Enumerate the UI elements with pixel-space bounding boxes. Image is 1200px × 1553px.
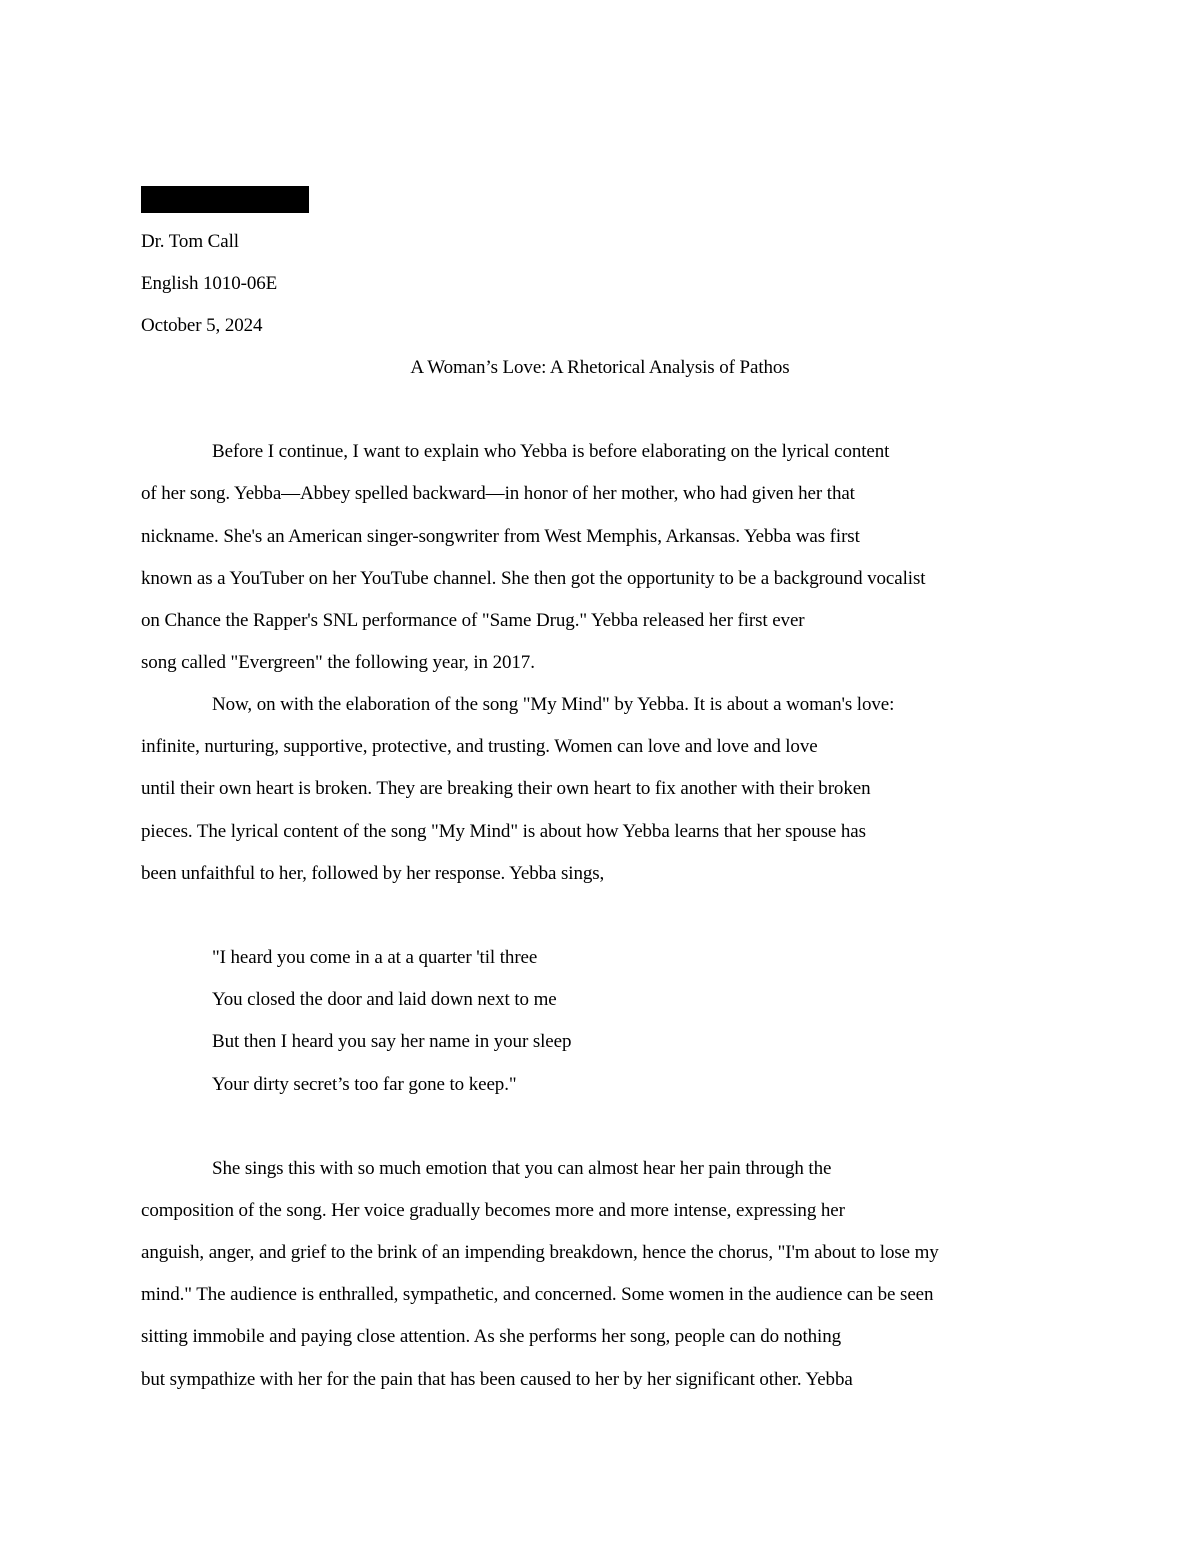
body-line: Now, on with the elaboration of the song "My Mind" by Yebba. It is about a woman's love: — [212, 694, 895, 715]
body-line: anguish, anger, and grief to the brink of an impending breakdown, hence the chorus, "I'm about to lose my — [141, 1242, 939, 1263]
date-line: October 5, 2024 — [141, 315, 263, 336]
body-line: nickname. She's an American singer-songwriter from West Memphis, Arkansas. Yebba was first — [141, 526, 860, 547]
quote-line: You closed the door and laid down next to me — [212, 989, 557, 1010]
body-line: been unfaithful to her, followed by her response. Yebba sings, — [141, 863, 605, 884]
body-line: until their own heart is broken. They are breaking their own heart to fix another with their broken — [141, 778, 871, 799]
instructor-line: Dr. Tom Call — [141, 231, 239, 252]
body-line: mind." The audience is enthralled, sympathetic, and concerned. Some women in the audience can be seen — [141, 1284, 934, 1305]
body-line: composition of the song. Her voice gradually becomes more and more intense, expressing her — [141, 1200, 845, 1221]
body-line: song called "Evergreen" the following year, in 2017. — [141, 652, 535, 673]
quote-line: But then I heard you say her name in your sleep — [212, 1031, 572, 1052]
body-line: Before I continue, I want to explain who Yebba is before elaborating on the lyrical content — [212, 441, 890, 462]
essay-title: A Woman’s Love: A Rhetorical Analysis of Pathos — [410, 357, 790, 378]
author-name-redaction — [141, 186, 309, 213]
body-line: known as a YouTuber on her YouTube channel. She then got the opportunity to be a background vocalist — [141, 568, 926, 589]
body-line: sitting immobile and paying close attention. As she performs her song, people can do nothing — [141, 1326, 842, 1347]
body-line: pieces. The lyrical content of the song "My Mind" is about how Yebba learns that her spouse has — [141, 821, 866, 842]
quote-line: Your dirty secret’s too far gone to keep." — [212, 1074, 517, 1095]
body-line: on Chance the Rapper's SNL performance of "Same Drug." Yebba released her first ever — [141, 610, 805, 631]
body-line: of her song. Yebba—Abbey spelled backward—in honor of her mother, who had given her that — [141, 483, 855, 504]
course-line: English 1010-06E — [141, 273, 278, 294]
body-line: infinite, nurturing, supportive, protective, and trusting. Women can love and love and love — [141, 736, 818, 757]
body-line: but sympathize with her for the pain that has been caused to her by her significant other. Yebba — [141, 1369, 853, 1390]
quote-line: "I heard you come in a at a quarter 'til three — [212, 947, 538, 968]
body-line: She sings this with so much emotion that you can almost hear her pain through the — [212, 1158, 832, 1179]
